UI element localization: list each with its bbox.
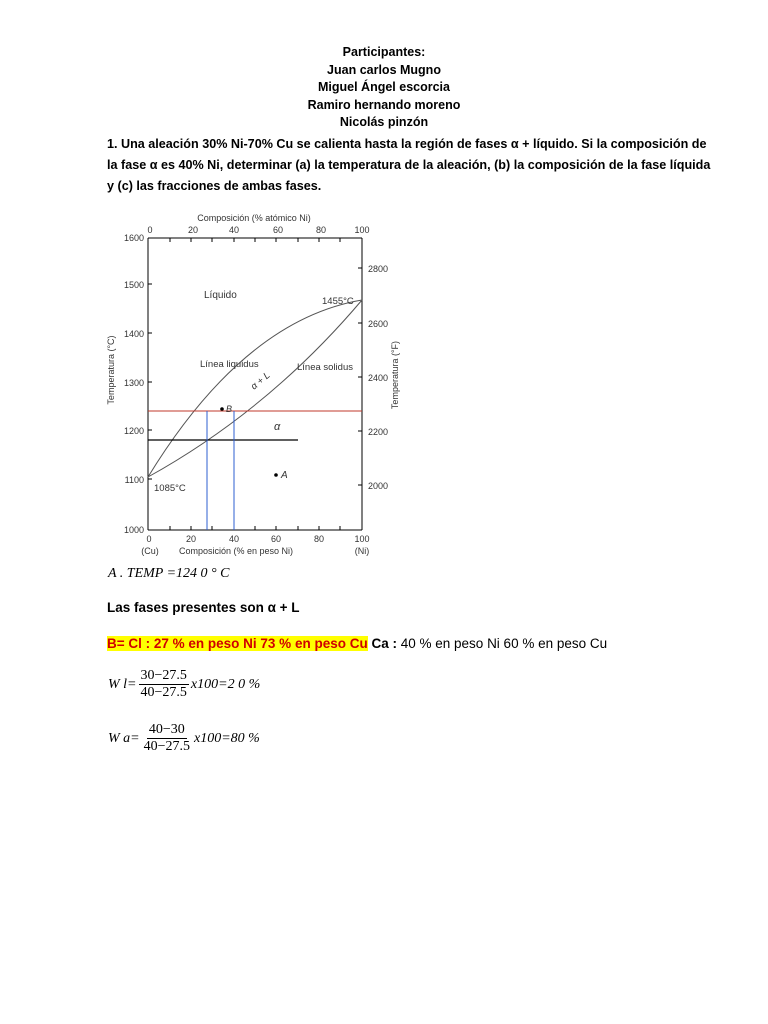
right-tick-label: 2000 <box>368 481 389 491</box>
solidus-label: Línea solidus <box>297 362 353 373</box>
composition-line <box>107 636 607 651</box>
top-tick-label: 60 <box>272 225 284 235</box>
label-1085: 1085°C <box>154 483 186 494</box>
top-axis-label: Composición (% atómico Ni) <box>197 213 311 223</box>
left-tick-label: 1400 <box>123 329 144 339</box>
participant-name: Nicolás pinzón <box>339 115 429 129</box>
participant-name: Ramiro hernando moreno <box>307 97 461 112</box>
top-tick-label: 80 <box>315 225 327 235</box>
left-tick-label: 1600 <box>123 233 144 243</box>
right-axis-label: Temperatura (°F) <box>390 340 400 410</box>
point-b-label: B <box>226 404 233 414</box>
answer-temperature: A . TEMP =124 0 ° C <box>108 566 230 581</box>
formula-wl-lhs: W l= <box>108 676 137 692</box>
left-tick-label: 1100 <box>124 475 144 485</box>
right-tick-label: 2800 <box>368 264 389 274</box>
phases-text: Las fases presentes son α + L <box>107 600 300 615</box>
bottom-axis-label: Composición (% en peso Ni) <box>178 546 294 556</box>
formula-wl-fraction <box>139 668 189 701</box>
liquido-label: Líquido <box>204 290 237 301</box>
bottom-end-ni: (Ni) <box>354 546 370 556</box>
formula-wa-fraction <box>142 722 192 755</box>
left-tick-label: 1200 <box>123 426 144 436</box>
participant-name: Miguel Ángel escorcia <box>318 80 450 94</box>
formula-wl-rhs: x100=2 0 % <box>190 676 261 692</box>
left-tick-label: 1000 <box>123 525 144 535</box>
participants-header <box>0 44 768 132</box>
bottom-tick-label: 100 <box>354 534 370 544</box>
right-tick-label: 2600 <box>368 319 389 329</box>
formula-wa-numerator: 40−30 <box>148 722 185 737</box>
bottom-tick-label: 60 <box>270 534 282 544</box>
phase-diagram <box>104 210 400 570</box>
formula-wa-rhs: x100=80 % <box>194 730 260 746</box>
question-text <box>107 134 711 197</box>
top-tick-label: 100 <box>354 225 370 235</box>
bottom-tick-label: 20 <box>185 534 197 544</box>
formula-wa-lhs: W a= <box>108 730 140 746</box>
formula-wa <box>108 722 260 755</box>
bottom-tick-label: 40 <box>228 534 240 544</box>
left-tick-label: 1500 <box>123 280 144 290</box>
top-tick-label: 20 <box>187 225 199 235</box>
point-b-marker <box>220 407 224 411</box>
top-tick-label: 0 <box>147 225 153 235</box>
formula-wa-denominator: 40−27.5 <box>143 739 191 754</box>
participant-name: Juan carlos Mugno <box>327 62 441 77</box>
question-line: y (c) las fracciones de ambas fases. <box>107 179 322 193</box>
right-tick-label: 2200 <box>368 427 389 437</box>
liquidus-label: Línea liquidus <box>200 359 259 370</box>
label-1455: 1455°C <box>322 296 354 307</box>
left-axis-label: Temperatura (°C) <box>106 335 116 405</box>
ca-label: Ca : <box>371 636 397 651</box>
formula-wl-denominator: 40−27.5 <box>140 685 187 700</box>
right-tick-label: 2400 <box>368 373 389 383</box>
formula-wl-numerator: 30−27.5 <box>140 668 187 683</box>
top-tick-label: 40 <box>228 225 240 235</box>
bottom-tick-label: 80 <box>313 534 325 544</box>
point-a-label: A <box>281 470 288 481</box>
ca-value: 40 % en peso Ni 60 % en peso Cu <box>400 636 608 651</box>
participants-title: Participantes: <box>342 45 426 59</box>
question-line: 1. Una aleación 30% Ni-70% Cu se calienta hasta la región de fases α + líquido. Si la composición de <box>107 137 707 151</box>
alpha-l-label: α + L <box>248 370 273 393</box>
left-tick-label: 1300 <box>123 378 144 388</box>
alpha-label: α <box>274 421 281 433</box>
highlighted-composition: B= Cl : 27 % en peso Ni 73 % en peso Cu <box>107 636 368 651</box>
question-line: la fase α es 40% Ni, determinar (a) la temperatura de la aleación, (b) la composición de la fase líquida <box>107 158 711 172</box>
bottom-tick-label: 0 <box>146 534 152 544</box>
formula-wl <box>108 668 260 701</box>
bottom-end-cu: (Cu) <box>141 546 159 556</box>
point-a-marker <box>274 473 278 477</box>
